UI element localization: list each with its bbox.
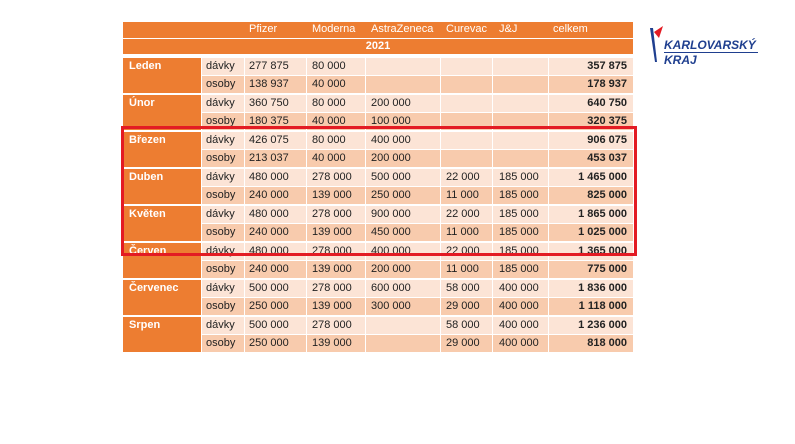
value-cell: 400 000: [499, 337, 539, 349]
value-cell: 900 000: [371, 208, 411, 220]
value-cell: 200 000: [371, 263, 411, 275]
value-cell: 426 075: [249, 134, 289, 146]
value-cell: 480 000: [249, 245, 289, 257]
value-cell: 400 000: [499, 319, 539, 331]
cell-divider: [548, 95, 549, 112]
value-cell: 450 000: [371, 226, 411, 238]
cell-divider: [492, 95, 493, 112]
value-cell: 40 000: [312, 78, 346, 90]
cell-divider: [548, 317, 549, 334]
value-cell: 360 750: [249, 97, 289, 109]
value-cell: 500 000: [371, 171, 411, 183]
value-cell: 200 000: [371, 97, 411, 109]
value-cell: 400 000: [371, 245, 411, 257]
cell-divider: [548, 76, 549, 93]
value-cell: 250 000: [249, 300, 289, 312]
table-row: [202, 58, 633, 75]
table-row: [202, 335, 633, 352]
value-cell: 185 000: [499, 226, 539, 238]
value-cell: 400 000: [499, 282, 539, 294]
cell-divider: [306, 335, 307, 352]
value-cell: 139 000: [312, 300, 352, 312]
row-total: 1 865 000: [578, 208, 627, 220]
cell-divider: [244, 280, 245, 297]
value-cell: 22 000: [446, 245, 480, 257]
row-type-label: dávky: [206, 134, 235, 146]
cell-divider: [306, 95, 307, 112]
value-cell: 240 000: [249, 189, 289, 201]
value-cell: 58 000: [446, 319, 480, 331]
column-header-row: [123, 22, 633, 38]
cell-divider: [365, 317, 366, 334]
col-header-curevac: Curevac: [446, 23, 487, 35]
row-total: 1 465 000: [578, 171, 627, 183]
value-cell: 480 000: [249, 171, 289, 183]
value-cell: 185 000: [499, 245, 539, 257]
cell-divider: [492, 261, 493, 278]
value-cell: 200 000: [371, 152, 411, 164]
value-cell: 185 000: [499, 263, 539, 275]
cell-divider: [492, 76, 493, 93]
value-cell: 278 000: [312, 319, 352, 331]
cell-divider: [548, 261, 549, 278]
logo-text-line1: KARLOVARSKÝ: [664, 38, 756, 52]
month-label: Červen: [123, 243, 201, 278]
value-cell: 400 000: [499, 300, 539, 312]
row-type-label: osoby: [206, 300, 236, 312]
col-header-jj: J&J: [499, 23, 518, 35]
cell-divider: [440, 76, 441, 93]
cell-divider: [548, 58, 549, 75]
value-cell: 480 000: [249, 208, 289, 220]
col-header-pfizer: Pfizer: [249, 23, 278, 35]
value-cell: 29 000: [446, 337, 480, 349]
row-type-label: dávky: [206, 97, 235, 109]
month-label: Květen: [123, 206, 201, 241]
cell-divider: [306, 280, 307, 297]
table-row: [202, 261, 633, 278]
cell-divider: [244, 58, 245, 75]
cell-divider: [440, 335, 441, 352]
table-row: [202, 298, 633, 315]
cell-divider: [492, 317, 493, 334]
row-type-label: osoby: [206, 263, 236, 275]
row-type-label: osoby: [206, 226, 236, 238]
month-label: Srpen: [123, 317, 201, 352]
col-header-moderna: Moderna: [312, 23, 356, 35]
row-total: 178 937: [587, 78, 627, 90]
value-cell: 11 000: [446, 189, 479, 201]
cell-divider: [492, 280, 493, 297]
cell-divider: [548, 298, 549, 315]
value-cell: 250 000: [249, 337, 289, 349]
month-label: Červenec: [123, 280, 201, 315]
cell-divider: [306, 76, 307, 93]
highlight-box: [121, 126, 637, 256]
value-cell: 278 000: [312, 171, 352, 183]
cell-divider: [244, 95, 245, 112]
value-cell: 250 000: [371, 189, 411, 201]
value-cell: 185 000: [499, 208, 539, 220]
cell-divider: [365, 335, 366, 352]
cell-divider: [365, 298, 366, 315]
cell-divider: [548, 280, 549, 297]
value-cell: 185 000: [499, 171, 539, 183]
value-cell: 400 000: [371, 134, 411, 146]
value-cell: 278 000: [312, 208, 352, 220]
value-cell: 40 000: [312, 152, 346, 164]
row-type-label: dávky: [206, 60, 235, 72]
cell-divider: [244, 261, 245, 278]
logo-text-line2: KRAJ: [664, 53, 697, 67]
value-cell: 139 000: [312, 263, 352, 275]
row-type-label: dávky: [206, 245, 235, 257]
cell-divider: [244, 335, 245, 352]
cell-divider: [365, 58, 366, 75]
value-cell: 500 000: [249, 319, 289, 331]
cell-divider: [244, 298, 245, 315]
value-cell: 22 000: [446, 171, 480, 183]
value-cell: 22 000: [446, 208, 480, 220]
cell-divider: [492, 335, 493, 352]
month-label: Leden: [123, 58, 201, 93]
cell-divider: [365, 95, 366, 112]
cell-divider: [440, 298, 441, 315]
table-row: [202, 95, 633, 112]
row-total: 1 118 000: [578, 300, 627, 312]
cell-divider: [365, 261, 366, 278]
table-row: [202, 76, 633, 93]
cell-divider: [440, 280, 441, 297]
value-cell: 11 000: [446, 263, 479, 275]
cell-divider: [306, 58, 307, 75]
month-label: Duben: [123, 169, 201, 204]
value-cell: 80 000: [312, 97, 346, 109]
karlovarsky-kraj-logo: [648, 22, 758, 70]
row-type-label: osoby: [206, 152, 236, 164]
cell-divider: [244, 76, 245, 93]
cell-divider: [492, 298, 493, 315]
value-cell: 240 000: [249, 263, 289, 275]
value-cell: 240 000: [249, 226, 289, 238]
cell-divider: [306, 261, 307, 278]
cell-divider: [306, 298, 307, 315]
row-type-label: osoby: [206, 189, 236, 201]
table-row: [202, 280, 633, 297]
year-bar: 2021: [123, 39, 633, 54]
value-cell: 180 375: [249, 115, 289, 127]
value-cell: 185 000: [499, 189, 539, 201]
value-cell: 138 937: [249, 78, 289, 90]
value-cell: 278 000: [312, 282, 352, 294]
value-cell: 600 000: [371, 282, 411, 294]
row-total: 1 365 000: [578, 245, 627, 257]
row-total: 825 000: [587, 189, 627, 201]
row-type-label: osoby: [206, 115, 236, 127]
row-type-label: dávky: [206, 171, 235, 183]
row-type-label: dávky: [206, 319, 235, 331]
cell-divider: [548, 335, 549, 352]
cell-divider: [440, 317, 441, 334]
row-type-label: dávky: [206, 282, 235, 294]
cell-divider: [365, 76, 366, 93]
value-cell: 80 000: [312, 60, 346, 72]
cell-divider: [306, 317, 307, 334]
row-total: 640 750: [587, 97, 627, 109]
cell-divider: [440, 261, 441, 278]
row-total: 1 025 000: [578, 226, 627, 238]
value-cell: 11 000: [446, 226, 479, 238]
row-type-label: osoby: [206, 337, 236, 349]
value-cell: 139 000: [312, 337, 352, 349]
value-cell: 29 000: [446, 300, 480, 312]
row-type-label: dávky: [206, 208, 235, 220]
col-header-total: celkem: [553, 23, 588, 35]
row-total: 906 075: [587, 134, 627, 146]
cell-divider: [440, 58, 441, 75]
value-cell: 277 875: [249, 60, 289, 72]
row-type-label: osoby: [206, 78, 236, 90]
row-total: 775 000: [587, 263, 627, 275]
month-label: Březen: [123, 132, 201, 167]
value-cell: 213 037: [249, 152, 289, 164]
value-cell: 278 000: [312, 245, 352, 257]
row-total: 357 875: [587, 60, 627, 72]
value-cell: 500 000: [249, 282, 289, 294]
cell-divider: [244, 317, 245, 334]
table-row: [202, 317, 633, 334]
value-cell: 100 000: [371, 115, 411, 127]
value-cell: 139 000: [312, 189, 352, 201]
row-total: 453 037: [587, 152, 627, 164]
value-cell: 80 000: [312, 134, 346, 146]
row-total: 1 836 000: [578, 282, 627, 294]
row-total: 320 375: [587, 115, 627, 127]
cell-divider: [440, 95, 441, 112]
col-header-astrazeneca: AstraZeneca: [371, 23, 434, 35]
row-total: 818 000: [587, 337, 627, 349]
row-total: 1 236 000: [578, 319, 627, 331]
value-cell: 300 000: [371, 300, 411, 312]
value-cell: 139 000: [312, 226, 352, 238]
cell-divider: [492, 58, 493, 75]
value-cell: 40 000: [312, 115, 346, 127]
value-cell: 58 000: [446, 282, 480, 294]
month-label: Únor: [123, 95, 201, 130]
cell-divider: [365, 280, 366, 297]
